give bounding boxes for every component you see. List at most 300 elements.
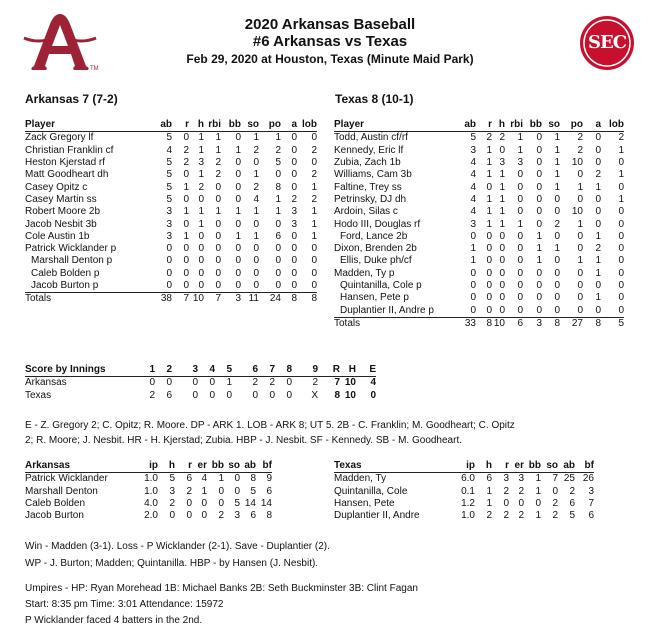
stat-cell: 1 [201,485,207,497]
stat-cell: 3 [588,485,594,497]
stat-cell: 5 [275,157,281,169]
stat-cell: 0 [198,255,204,267]
player-name: Caleb Bolden p [31,267,100,279]
player-name: Petrinsky, DJ dh [334,193,407,205]
stat-cell: 5 [166,181,172,193]
notes-line-1: E - Z. Gregory 2; C. Opitz; R. Moore. DP - ARK 1. LOB - ARK 8; UT 5. 2B - C. Franklin; M. Goodheart; C. Opitz [25,420,515,431]
pitcher-name: Duplantier II, Andre [334,510,420,522]
stat-cell: 0 [595,193,601,205]
stat-cell: 0 [517,267,523,279]
stat-cell: 1 [183,206,189,218]
stat-cell: 0 [172,280,189,293]
stat-cell: 2 [554,218,560,230]
totals-row [334,317,624,330]
player-name: Faltine, Trey ss [334,181,402,193]
stat-cell: 6 [275,230,281,242]
stat-cell: 0 [201,498,207,510]
stat-cell: 1 [275,206,281,218]
player-name: Jacob Burton p [25,280,145,293]
stat-cell: 0 [492,304,505,317]
stat-cell: 1 [470,255,476,267]
game-info [25,581,418,629]
stat-cell: 1 [554,243,560,255]
stat-cell: 1 [618,193,624,205]
column-header: rbi [505,119,523,132]
stat-cell: 1 [253,230,259,242]
stat-cell: 0 [470,292,476,304]
stat-cell: 0 [595,157,601,169]
rhe-value: 7 [334,377,340,389]
column-header: r [172,119,189,132]
column-header: po [259,119,281,132]
stat-cell: 1 [486,157,492,169]
totals-cell: 8 [486,317,492,329]
stat-cell: 0 [291,157,297,169]
table-row [25,206,317,218]
stat-cell: 2 [215,157,221,169]
stat-cell: 0 [486,181,492,193]
player-name: Matt Goodheart dh [25,169,109,181]
matchup-title: #6 Arkansas vs Texas [252,33,408,50]
stat-cell: 1 [517,218,523,230]
stat-cell: 0 [536,280,542,291]
inning-runs: 6 [166,389,172,401]
stat-cell: 2 [311,193,317,205]
stat-cell: 0 [476,304,492,317]
stat-cell: 0 [577,230,583,242]
stat-cell: 0 [536,206,542,218]
inning-number: 3 [172,364,198,377]
stat-cell: 0 [311,132,317,144]
stat-cell: 1 [499,193,505,205]
stat-cell: 0 [183,132,189,144]
stat-cell: 0 [311,243,317,255]
notes-line-2: 2; R. Moore; J. Nesbit. HR - H. Kjerstad; Zubia. HBP - J. Nesbit. SF - Kennedy. SB - M. Goodheart. [25,434,463,446]
stat-cell: 1 [198,169,204,181]
stat-cell: 9 [266,473,272,485]
column-header: h [492,119,505,132]
stat-cell: 0 [145,280,172,293]
pitching-header-row [25,460,272,473]
stat-cell: 1 [595,267,601,279]
stat-cell: 0 [536,181,542,193]
stat-cell: 0 [166,255,172,267]
decisions-line-2: WP - J. Burton; Madden; Quintanilla. HBP - by Hansen (J. Nesbit). [25,558,319,569]
pitcher-name: Quintanilla, Cole [334,485,408,497]
stat-cell: 0 [517,255,523,267]
pitcher-name: Madden, Ty [334,473,387,485]
stat-cell: 2 [499,132,505,144]
game-note: P Wicklander faced 4 batters in the 2nd. [25,615,203,626]
team-heading: Texas [334,460,452,473]
column-header: a [281,119,297,132]
team-name: Texas [25,389,52,401]
stat-cell: 2 [198,181,204,193]
rhe-value: 10 [344,389,356,401]
table-row [334,231,624,243]
table-row [334,194,624,206]
stat-cell: 7 [588,498,594,510]
totals-label: Totals [334,317,361,329]
player-name: Todd, Austin cf/rf [334,132,408,144]
inning-runs: 0 [192,389,198,401]
column-header: h [475,460,492,473]
stat-cell: 3 [291,206,297,218]
stat-cell: 2 [503,485,509,497]
pitcher-name: Hansen, Pete [334,498,395,510]
stat-cell: 2 [518,485,524,497]
stat-cell: 0 [595,218,601,230]
stat-cell: 1 [486,485,492,497]
column-header: h [158,460,175,473]
stat-cell: 14 [244,498,256,510]
stat-cell: 0 [234,485,240,497]
inning-runs: 0 [252,389,258,401]
decisions-line-1: Win - Madden (3-1). Loss - P Wicklander (2-1). Save - Duplantier (2). [25,541,330,552]
inning-runs: 0 [166,377,172,389]
column-header: ip [452,460,475,473]
stat-cell: 0 [554,255,560,267]
inning-number: 6 [232,364,258,377]
stat-cell: 0 [505,304,523,317]
stat-cell: 2 [275,144,281,156]
inning-runs: 0 [226,389,232,401]
column-header: bf [575,460,594,473]
totals-cell: 24 [269,293,281,305]
inning-runs: 0 [269,389,275,401]
inning-number: 1 [138,364,155,377]
stat-cell: 0 [235,243,241,255]
player-name: Zubia, Zach 1b [334,157,401,169]
stat-cell: 0 [618,218,624,230]
stat-cell: 1 [535,473,541,485]
stat-cell: 5 [166,132,172,144]
inning-runs: 2 [149,389,155,401]
column-header: Player [25,119,145,132]
stat-cell: 3 [169,485,175,497]
stat-cell: 3 [518,473,524,485]
batting-header-row [25,119,317,132]
stat-cell: 0 [595,144,601,156]
stat-cell: 0 [259,280,281,293]
rhe-label: H [340,364,356,377]
stat-cell: 0 [183,218,189,230]
column-header: po [560,119,583,132]
stat-cell: 2.0 [144,510,158,522]
stat-cell: 2 [552,510,558,522]
stat-cell: 0 [536,292,542,304]
stat-cell: 4 [201,473,207,485]
stat-cell: 1 [486,498,492,510]
player-name: Jacob Nesbit 3b [25,218,97,230]
stat-cell: 0 [577,243,583,255]
stat-cell: 0 [253,267,259,279]
column-header: ab [460,119,476,132]
stat-cell: 0 [499,292,505,304]
stat-cell: 1 [499,218,505,230]
player-name: Marshall Denton p [31,255,113,267]
stat-cell: 0 [253,218,259,230]
stat-cell: 1 [536,243,542,255]
stat-cell: 0 [235,157,241,169]
stat-cell: 0 [470,280,476,291]
player-name: Heston Kjerstad rf [25,157,106,169]
stat-cell: 0 [595,280,601,291]
pitcher-name: Patrick Wicklander [25,473,108,485]
column-header: r [492,460,509,473]
stat-cell: 2 [552,498,558,510]
stat-cell: 0 [542,304,560,317]
player-name: Hansen, Pete p [340,292,409,304]
start-time-attendance: Start: 8:35 pm Time: 3:01 Attendance: 15972 [25,599,224,610]
stat-cell: 0 [186,498,192,510]
stat-cell: 0 [235,218,241,230]
stat-cell: 4 [166,144,172,156]
stat-cell: 0 [536,218,542,230]
stat-cell: 0 [536,157,542,169]
stat-cell: 0 [291,267,297,279]
stat-cell: 2 [215,169,221,181]
pitcher-name: Jacob Burton [25,510,84,522]
inning-runs: 0 [149,377,155,389]
table-row [25,181,317,193]
stat-cell: 3 [198,157,204,169]
table-row [25,510,272,522]
player-name: Williams, Cam 3b [334,169,412,181]
totals-cell: 8 [595,317,601,329]
table-row [334,218,624,230]
stat-cell: 2 [311,169,317,181]
table-row [334,243,624,255]
inning-runs: X [311,389,318,401]
column-header: lob [297,119,317,132]
stat-cell: 1.0 [144,473,158,485]
stat-cell: 1 [311,206,317,218]
stat-cell: 0 [517,181,523,193]
stat-cell: 3 [234,510,240,522]
column-header: bb [523,119,542,132]
trademark-mark: TM [90,66,99,72]
stat-cell: 1 [183,181,189,193]
stat-cell: 6.0 [461,473,475,485]
column-header: ab [145,119,172,132]
stat-cell: 2 [595,243,601,255]
column-header: bf [256,460,272,473]
player-name: Hodo III, Douglas rf [334,218,421,230]
stat-cell: 26 [582,473,594,485]
linescore-header-row [25,364,376,377]
stat-cell: 0 [215,230,221,242]
stat-cell: 5 [250,485,256,497]
stat-cell: 0 [554,193,560,205]
rhe-value: 8 [334,389,340,401]
column-header: r [476,119,492,132]
stat-cell: 1 [253,206,259,218]
column-header: h [189,119,204,132]
stat-cell: 1 [595,181,601,193]
stat-cell: 4 [470,206,476,218]
stat-cell: 0 [554,230,560,242]
rhe-value: 4 [370,377,376,389]
stat-cell: 1 [198,132,204,144]
stat-cell: 14 [260,498,272,510]
stat-cell: 1 [235,230,241,242]
table-row [334,157,624,169]
stat-cell: 0 [198,243,204,255]
table-row [334,304,624,317]
stat-cell: 0 [554,206,560,218]
stat-cell: 1 [235,144,241,156]
stat-cell: 1 [517,132,523,144]
stat-cell: 0 [201,510,207,522]
stat-cell: 1 [183,230,189,242]
totals-cell: 3 [235,293,241,305]
totals-label: Totals [25,293,52,305]
stat-cell: 1 [595,230,601,242]
totals-cell: 5 [618,317,624,329]
stat-cell: 0 [554,292,560,304]
column-header: so [241,119,259,132]
player-name: Zack Gregory lf [25,132,94,144]
stat-cell: 2 [486,132,492,144]
stat-cell: 6 [588,510,594,522]
stat-cell: 0 [583,304,601,317]
pitching-header-row [334,460,594,473]
stat-cell: 8 [275,181,281,193]
stat-cell: 4 [470,157,476,169]
stat-cell: 0 [552,485,558,497]
stat-cell: 0 [291,243,297,255]
arkansas-pitching-table [25,460,272,522]
inning-runs: 2 [252,377,258,389]
stat-cell: 0 [235,255,241,267]
linescore-label: Score by Innings [25,364,138,377]
stat-cell: 1 [486,218,492,230]
table-row [334,498,594,510]
stat-cell: 3 [291,218,297,230]
table-row [25,132,317,145]
stat-cell: 1 [618,144,624,156]
inning-runs: 2 [269,377,275,389]
column-header: ip [138,460,158,473]
stat-cell: 0 [577,169,583,181]
table-row [334,486,594,498]
stat-cell: 1 [275,193,281,205]
stat-cell: 0 [486,255,492,267]
totals-cell: 8 [311,293,317,305]
stat-cell: 0 [618,181,624,193]
stat-cell: 2 [183,144,189,156]
table-row [334,169,624,181]
stat-cell: 10 [571,206,583,218]
player-name: Patrick Wicklander p [25,243,117,255]
stat-cell: 0 [215,193,221,205]
stat-cell: 1 [275,132,281,144]
stat-cell: 3 [470,144,476,156]
stat-cell: 1 [198,218,204,230]
stat-cell: 0 [536,169,542,181]
stat-cell: 2 [618,132,624,144]
column-header: ab [240,460,256,473]
player-name: Ellis, Duke ph/cf [340,255,412,267]
stat-cell: 25 [563,473,575,485]
stat-cell: 4 [253,193,259,205]
stat-cell: 1 [253,169,259,181]
stat-cell: 0 [198,193,204,205]
stat-cell: 0 [536,193,542,205]
stat-cell: 1 [577,255,583,267]
stat-cell: 0 [577,280,583,291]
table-row [334,132,624,145]
stat-cell: 0 [535,498,541,510]
stat-cell: 0 [291,169,297,181]
stat-cell: 1 [198,144,204,156]
stat-cell: 0 [486,292,492,304]
stat-cell: 0 [595,132,601,144]
stat-cell: 2 [595,169,601,181]
stat-cell: 0 [311,267,317,279]
totals-cell: 11 [248,293,259,305]
totals-row [25,293,317,306]
column-header: r [175,460,192,473]
stat-cell: 5 [166,157,172,169]
stat-cell: 3 [166,206,172,218]
column-header: bb [207,460,224,473]
stat-cell: 1 [536,255,542,267]
stat-cell: 3 [166,230,172,242]
stat-cell: 3 [166,218,172,230]
totals-cell: 38 [160,293,172,305]
stat-cell: 1 [486,144,492,156]
stat-cell: 1 [536,230,542,242]
stat-cell: 0 [215,243,221,255]
stat-cell: 0 [470,267,476,279]
column-header: so [224,460,240,473]
stat-cell: 0 [618,206,624,218]
stat-cell: 1 [554,132,560,144]
player-name: Quintanilla, Cole p [340,280,422,291]
stat-cell: 0 [275,255,281,267]
player-name: Casey Martin ss [25,193,97,205]
stat-cell: 0 [291,181,297,193]
stat-cell: 1 [311,230,317,242]
stat-cell: 0 [215,255,221,267]
umpires-line: Umpires - HP: Ryan Morehead 1B: Michael Banks 2B: Seth Buckminster 3B: Clint Fagan [25,583,418,594]
stat-cell: 0 [517,230,523,242]
table-row [334,145,624,157]
stat-cell: 2 [518,510,524,522]
stat-cell: 0 [218,485,224,497]
stat-cell: 0 [618,243,624,255]
stat-cell: 0 [499,267,505,279]
inning-number: 9 [292,364,318,377]
table-row [25,255,317,267]
stat-cell: 10 [571,157,583,169]
arkansas-heading: Arkansas 7 (7-2) [25,92,118,106]
stat-cell: 0 [235,181,241,193]
stat-cell: 3 [470,218,476,230]
stat-cell: 0 [275,243,281,255]
rhe-value: 10 [344,377,356,389]
inning-runs: 0 [286,377,292,389]
table-row [25,157,317,169]
stat-cell: 2 [186,485,192,497]
stat-cell: 1 [215,144,221,156]
stat-cell: 0 [518,498,524,510]
stat-cell: 1 [311,181,317,193]
player-name: Kennedy, Eric lf [334,144,404,156]
stat-cell: 2 [218,510,224,522]
